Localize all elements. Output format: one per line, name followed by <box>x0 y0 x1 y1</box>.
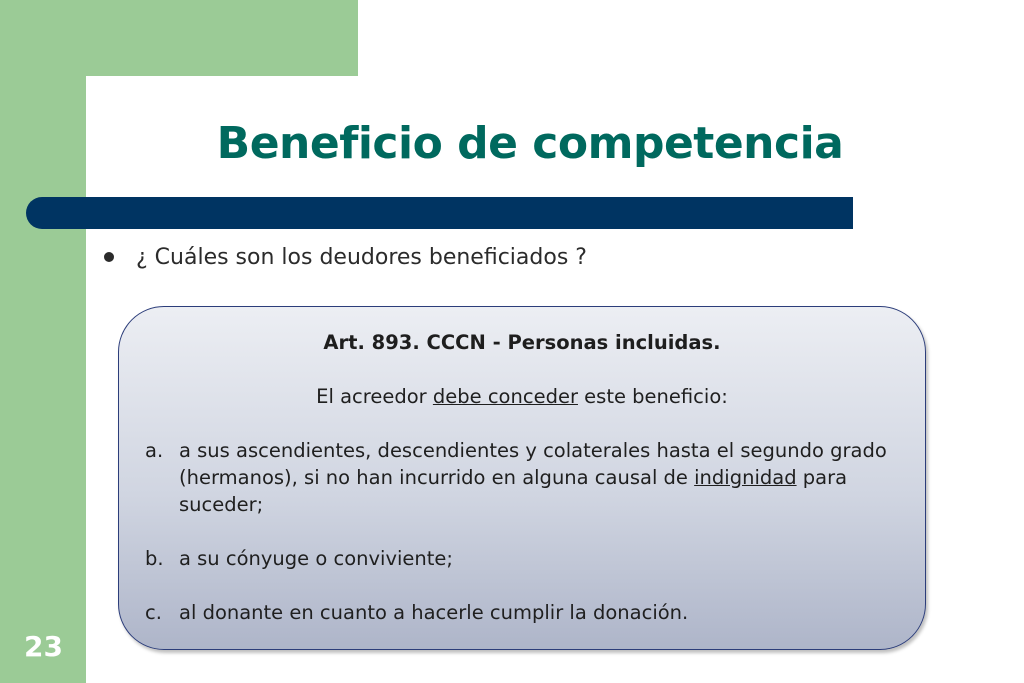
list-item-c <box>145 599 899 626</box>
left-green-band <box>0 0 86 683</box>
item-marker: c. <box>145 601 162 624</box>
bullet-text: ¿ Cuáles son los deudores beneficiados ? <box>136 244 587 270</box>
item-a-after: para suceder; <box>179 466 848 516</box>
item-text <box>179 437 899 518</box>
article-box <box>118 306 926 650</box>
item-marker: a. <box>145 439 164 462</box>
slide-title: Beneficio de competencia <box>216 118 844 169</box>
page-number: 23 <box>24 630 63 663</box>
title-underline-bar <box>26 197 853 229</box>
item-a-before: a sus ascendientes, descendientes y colaterales hasta el segundo grado (hermanos), si no han incurrido en alguna causal de <box>179 439 887 489</box>
article-intro <box>145 383 899 410</box>
intro-underlined: debe conceder <box>432 385 578 408</box>
top-green-band <box>0 0 358 76</box>
article-heading: Art. 893. CCCN - Personas incluidas. <box>323 331 721 354</box>
list-item-a <box>145 437 899 518</box>
intro-suffix: este beneficio: <box>577 385 728 408</box>
item-text: al donante en cuanto a hacerle cumplir la donación. <box>179 601 689 624</box>
item-text: a su cónyuge o conviviente; <box>179 547 453 570</box>
bullet-dot-icon <box>104 252 114 262</box>
item-a-underlined: indignidad <box>694 466 797 489</box>
bullet-question <box>104 241 587 273</box>
list-item-b <box>145 545 899 572</box>
intro-prefix: El acreedor <box>316 385 433 408</box>
item-marker: b. <box>145 547 164 570</box>
